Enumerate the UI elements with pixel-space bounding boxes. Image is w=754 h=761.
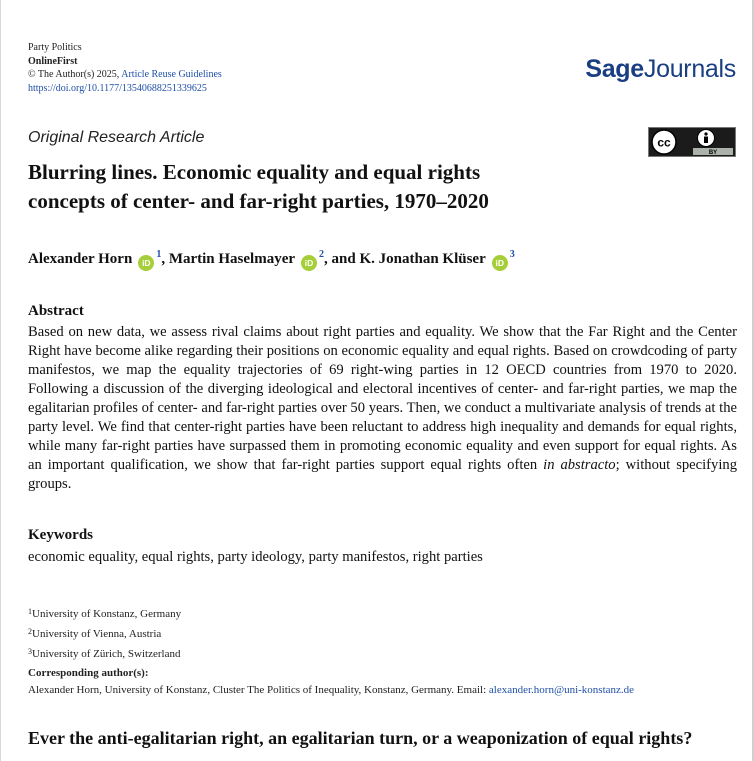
abstract-text-main: Based on new data, we assess rival claims about right parties and equality. We show that the Far Right and the Center Right have become alike regarding their positions on economic equality and equal rights. Based on crowdcoding of party manifestos, we map the equality trajectories of 69 right-wing parties in 12 OECD countries from 1970 to 2020. Following a discussion of the diverging ideological and electoral incentives of center- and far-right parties, we map the egalitarian profiles of center- and far-right parties over 50 years. Then, we conduct a multivariate analysis of trends at the party level. We find that center-right parties have been reluctant to address high inequality and demands for equal rights, while many far-right parties have surpassed them in promoting economic equality and even support for equal rights. As an important qualification, we show that far-right parties support equal rights often [28,324,737,473]
section-heading: Ever the anti-egalitarian right, an egalitarian turn, or a weaponization of equal rights? [28,728,693,748]
abstract-italic-phrase: in abstracto [543,457,616,473]
affiliation-name: University of Konstanz, Germany [32,608,182,620]
copyright-line [28,68,222,82]
affiliation-item [28,623,181,643]
corresponding-author-text: Alexander Horn, University of Konstanz, Cluster The Politics of Inequality, Konstanz, Germany. Email: [28,684,489,696]
author-separator: , [161,251,169,267]
copyright-text: © The Author(s) 2025, [28,69,120,80]
author-name[interactable]: K. Jonathan Klüser [359,251,486,267]
title-line-1: Blurring lines. Economic equality and equal rights [28,160,481,184]
logo-sage-text: Sage [585,55,644,83]
keywords-list: economic equality, equal rights, party ideology, party manifestos, right parties [28,549,483,565]
cc-by-icon [649,128,735,156]
corresponding-author-heading: Corresponding author(s): [28,667,149,679]
abstract-heading: Abstract [28,303,84,319]
title-line-2: concepts of center- and far-right parties, 1970–2020 [28,189,489,213]
affiliation-name: University of Vienna, Austria [32,628,162,640]
keywords-heading: Keywords [28,527,93,543]
orcid-icon[interactable]: iD [492,255,508,271]
abstract-text-end: ; without specifying groups. [28,457,737,492]
logo-journals-text: Journals [643,55,736,83]
cc-by-license-badge[interactable] [648,127,736,157]
doi-link[interactable]: https://doi.org/10.1177/13540688251339625 [28,82,207,94]
affiliation-name: University of Zürich, Switzerland [32,648,181,660]
affiliation-ref[interactable]: 3 [509,249,515,260]
article-title [28,158,588,216]
affiliation-number: 1 [28,607,32,616]
journal-name: Party Politics [28,42,82,53]
by-label: BY [708,150,718,156]
corresponding-author-info [28,684,634,696]
author-separator: , and [324,251,360,267]
affiliation-ref[interactable]: 1 [156,249,162,260]
sage-journals-logo[interactable] [585,55,736,84]
affiliation-number: 2 [28,627,32,636]
email-link[interactable]: alexander.horn@uni-konstanz.de [488,684,635,696]
orcid-icon[interactable]: iD [138,255,154,271]
author-name[interactable]: Martin Haselmayer [168,251,296,267]
affiliation-item [28,643,181,663]
affiliation-number: 3 [28,647,32,656]
author-name[interactable]: Alexander Horn [28,251,133,267]
author-list [28,249,515,271]
affiliations-list [28,603,181,663]
reuse-guidelines-link[interactable]: Article Reuse Guidelines [121,69,222,80]
affiliation-ref[interactable]: 2 [319,249,325,260]
abstract-text [28,323,737,494]
page-edge-left [0,0,1,761]
affiliation-item [28,603,181,623]
article-type: Original Research Article [28,129,205,146]
orcid-icon[interactable]: iD [301,255,317,271]
online-first-label: OnlineFirst [28,55,78,67]
cc-symbol-text: cc [657,135,671,150]
journal-meta [28,41,222,95]
